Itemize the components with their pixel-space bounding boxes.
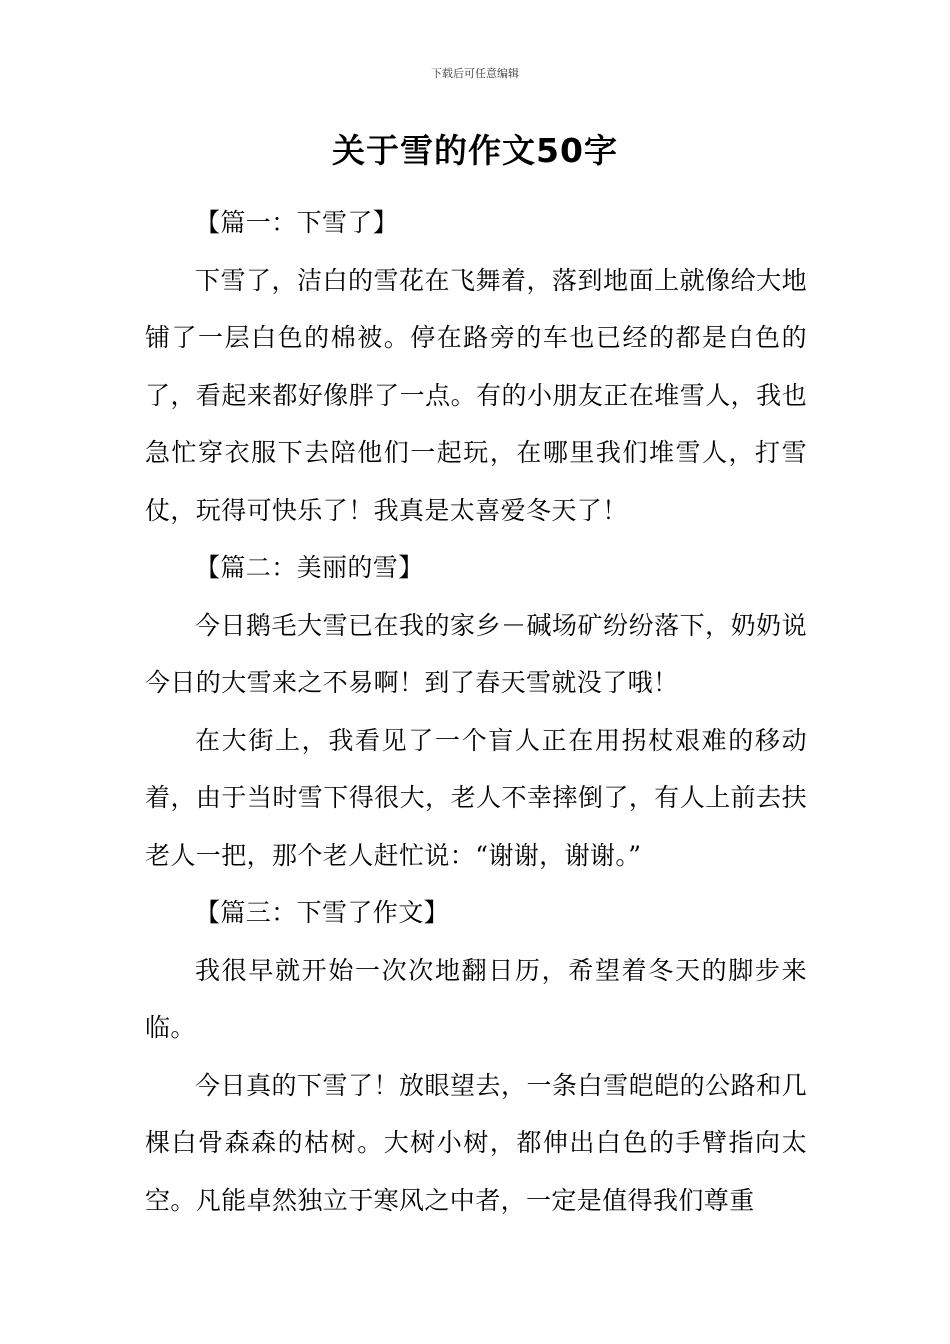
section-heading-3: 【篇三：下雪了作文】 [195,898,450,927]
paragraph-1: 下雪了，洁白的雪花在飞舞着，落到地面上就像给大地铺了一层白色的棉被。停在路旁的车也已经的都是白色的了，看起来都好像胖了一点。有的小朋友正在堆雪人，我也急忙穿衣服下去陪他们一起玩，在哪里我们堆雪人，打雪仗，玩得可快乐了！我真是太喜爱冬天了！ [145,265,807,525]
paragraph-5: 今日真的下雪了！放眼望去，一条白雪皑皑的公路和几棵白骨森森的枯树。大树小树，都伸出白色的手臂指向太空。凡能卓然独立于寒风之中者，一定是值得我们尊重 [145,1070,807,1215]
document-body [145,194,807,1229]
section-heading-2: 【篇二：美丽的雪】 [195,553,424,582]
paragraph-3: 在大街上，我看见了一个盲人正在用拐杖艰难的移动着，由于当时雪下得很大，老人不幸摔倒了，有人上前去扶老人一把，那个老人赶忙说：“谢谢，谢谢。” [145,725,807,870]
paragraph-2: 今日鹅毛大雪已在我的家乡－碱场矿纷纷落下，奶奶说今日的大雪来之不易啊！到了春天雪就没了哦！ [145,610,807,697]
document-title: 关于雪的作文50字 [332,131,618,170]
section-heading-1: 【篇一：下雪了】 [195,208,399,237]
page-header: 下载后可任意编辑 [431,67,519,80]
paragraph-4: 我很早就开始一次次地翻日历，希望着冬天的脚步来临。 [145,955,807,1042]
